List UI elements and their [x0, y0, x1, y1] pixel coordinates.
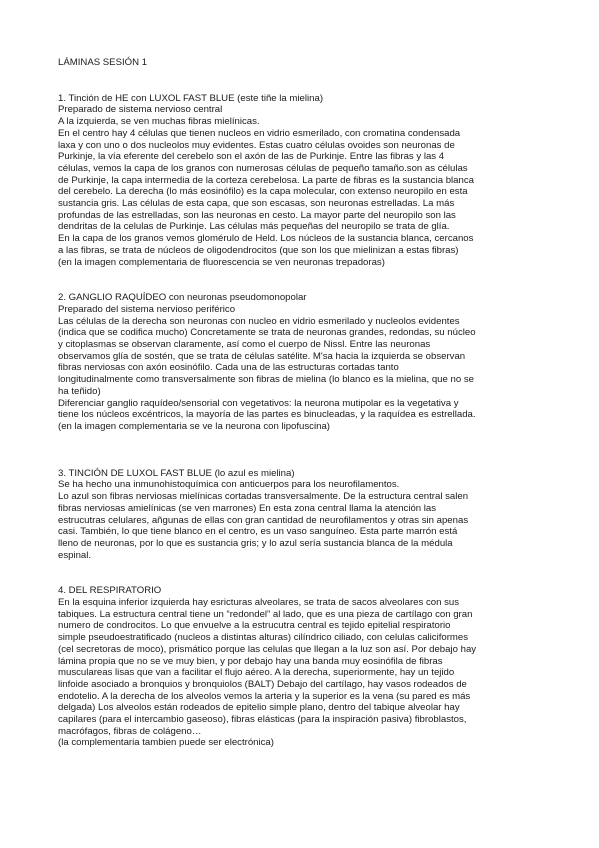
- text-line: lámina propia que no se ve muy bien, y por debajo hay una banda muy eosinófila de fibras: [58, 655, 443, 667]
- text-line: Lo azul son fibras nerviosas mielínicas cortadas transversalmente. De la estructura central salen: [58, 491, 469, 503]
- text-line: tiene los núcleos excéntricos, la mayoría de las partes es binucleadas, y la raquídea es estrellada.: [58, 409, 476, 421]
- document-title: LÁMINAS SESIÓN 1: [58, 57, 148, 68]
- text-line: laxa y con uno o dos nucleolos muy evidentes. Estas cuatro células ovoides son neuronas de: [58, 139, 455, 151]
- text-line: A la izquierda, se ven muchas fibras mielínicas.: [58, 116, 260, 128]
- text-line: macrófagos, fibras de colágeno…: [58, 725, 202, 737]
- text-line: (indica que se codifica mucho) Concretamente se trata de neuronas grandes, redondas, su núcleo: [58, 327, 476, 339]
- text-line: y citoplasmas se observan claramente, así como el cuerpo de Nissl. Entre las neuronas: [58, 339, 431, 351]
- text-line: musculareas lisas que van a facilitar el flujo aéreo. A la derecha, superiormente, hay un tejido: [58, 667, 455, 679]
- section-3: [58, 468, 558, 562]
- section-heading: 4. DEL RESPIRATORIO: [58, 585, 162, 597]
- text-line: Diferenciar ganglio raquídeo/sensorial con vegetativos: la neurona mutipolar es la vegetativa y: [58, 397, 459, 409]
- text-line: En la esquina inferior izquierda hay esricturas alveolares, se trata de sacos alveolares con sus: [58, 597, 460, 609]
- section-heading: 1. Tinción de HE con LUXOL FAST BLUE (este tiñe la mielina): [58, 92, 324, 104]
- text-line: Las células de la derecha son neuronas con nucleo en vidrio esmerilado y nucleolos evidentes: [58, 315, 460, 327]
- text-line: fibras nerviosas con axón eosinófilo. Cada una de las estructuras cortadas tanto: [58, 362, 399, 374]
- text-line: células, vemos la capa de los granos con numerosas células de pequeño tamaño.son as células: [58, 162, 468, 174]
- text-line: En la capa de los granos vemos glomérulo de Held. Los núcleos de la sustancia blanca, cercanos: [58, 233, 474, 245]
- text-line: a las fibras, se trata de núcleos de oligodendrocitos (que son los que mielinizan a estas fibras): [58, 244, 459, 256]
- text-line: del cerebelo. La derecha (lo más eosinófilo) es la capa molecular, con extenso neuropilo en esta: [58, 186, 468, 198]
- text-line: sustancia gris. Las células de esta capa, que son escasas, son neuronas estrelladas. La más: [58, 198, 455, 210]
- text-line: Se ha hecho una inmunohistoquímica con anticuerpos para los neurofilamentos.: [58, 479, 400, 491]
- text-line: espinal.: [58, 549, 92, 561]
- text-line: longitudinalmente como transversalmente son fibras de mielina (lo blanco es la mielina, que no se: [58, 374, 474, 386]
- text-line: endotelio. A la derecha de los alveolos vemos la arteria y la superior es la vena (su pared es más: [58, 690, 471, 702]
- document-page: [58, 57, 558, 749]
- text-line: En el centro hay 4 células que tienen nucleos en vidrio esmerilado, con cromatina condensada: [58, 127, 461, 139]
- section-spacer: [58, 433, 558, 468]
- text-line: lleno de neuronas, por lo que es sustancia gris; y lo azul sería sustancia blanca de la médula: [58, 537, 453, 549]
- text-line: simple pseudoestratificado (nucleos a distintas alturas) cilíndrico ciliado, con celulas caliciformes: [58, 632, 469, 644]
- text-line: delgada) Los alveolos están rodeados de epitelio simple plano, dentro del tabique alveolar hay: [58, 702, 460, 714]
- text-line: profundas de las estrelladas, son las neuronas en cesto. La mayor parte del neuropilo son las: [58, 209, 456, 221]
- text-line: capilares (para el intercambio gaseoso), fibras elásticas (para la inspiración pasiva) fibroblastos,: [58, 714, 467, 726]
- section-2: [58, 292, 558, 432]
- text-line: (la complementaria tambien puede ser electrónica): [58, 737, 274, 749]
- text-line: (cel secretoras de moco), prismático porque las celulas que llegan a la luz son así. Por debajo hay: [58, 643, 477, 655]
- text-line: linfoide asociado a bronquios y bronquiolos (BALT) Debajo del cartílago, hay vasos rodeados de: [58, 678, 467, 690]
- text-line: casi. También, lo que tiene blanco en el centro, es un vaso sanguíneo. Esta parte marrón está: [58, 526, 458, 538]
- text-line: (en la imagen complementaria se ve la neurona con lipofuscina): [58, 420, 330, 432]
- section-heading: 2. GANGLIO RAQUÍDEO con neuronas pseudomonopolar: [58, 292, 307, 304]
- text-line: estrucutras celulares, añgunas de ellas con gran cantidad de neurofilamentos y otras sin apenas: [58, 514, 469, 526]
- section-spacer: [58, 561, 558, 585]
- text-line: observamos glía de sostén, que se trata de células satélite. M'sa hacia la izquierda se observan: [58, 350, 466, 362]
- text-line: tabiques. La estructura central tiene un “redondel” al lado, que es una pieza de cartílago con gran: [58, 608, 473, 620]
- text-line: Preparado de sistema nervioso central: [58, 104, 223, 116]
- section-spacer: [58, 268, 558, 292]
- section-heading: 3. TINCIÓN DE LUXOL FAST BLUE (lo azul es mielina): [58, 467, 295, 479]
- text-line: dendritas de la celulas de Purkinje. Las células más pequeñas del neuropilo se trata de glía.: [58, 221, 450, 233]
- text-line: (en la imagen complementaria de fluorescencia se ven neuronas trepadoras): [58, 256, 385, 268]
- text-line: ha teñido): [58, 385, 101, 397]
- text-line: Preparado del sistema nervioso periférico: [58, 303, 236, 315]
- text-line: Purkinje, la vía eferente del cerebelo son el axón de las de Purkinje. Entre las fibras y las 4: [58, 151, 445, 163]
- section-4: [58, 585, 558, 749]
- text-line: fibras nerviosas amielínicas (se ven marrones) En esta zona central llama la atención las: [58, 502, 437, 514]
- text-line: de Purkinje, la capa intermedia de la corteza cerebelosa. La parte de fibras es la sustancia blanca: [58, 174, 474, 186]
- section-1: [58, 93, 558, 269]
- text-line: numero de condrocitos. Lo que envuelve a la estrucutra central es tejido epitelial respiratorio: [58, 620, 451, 632]
